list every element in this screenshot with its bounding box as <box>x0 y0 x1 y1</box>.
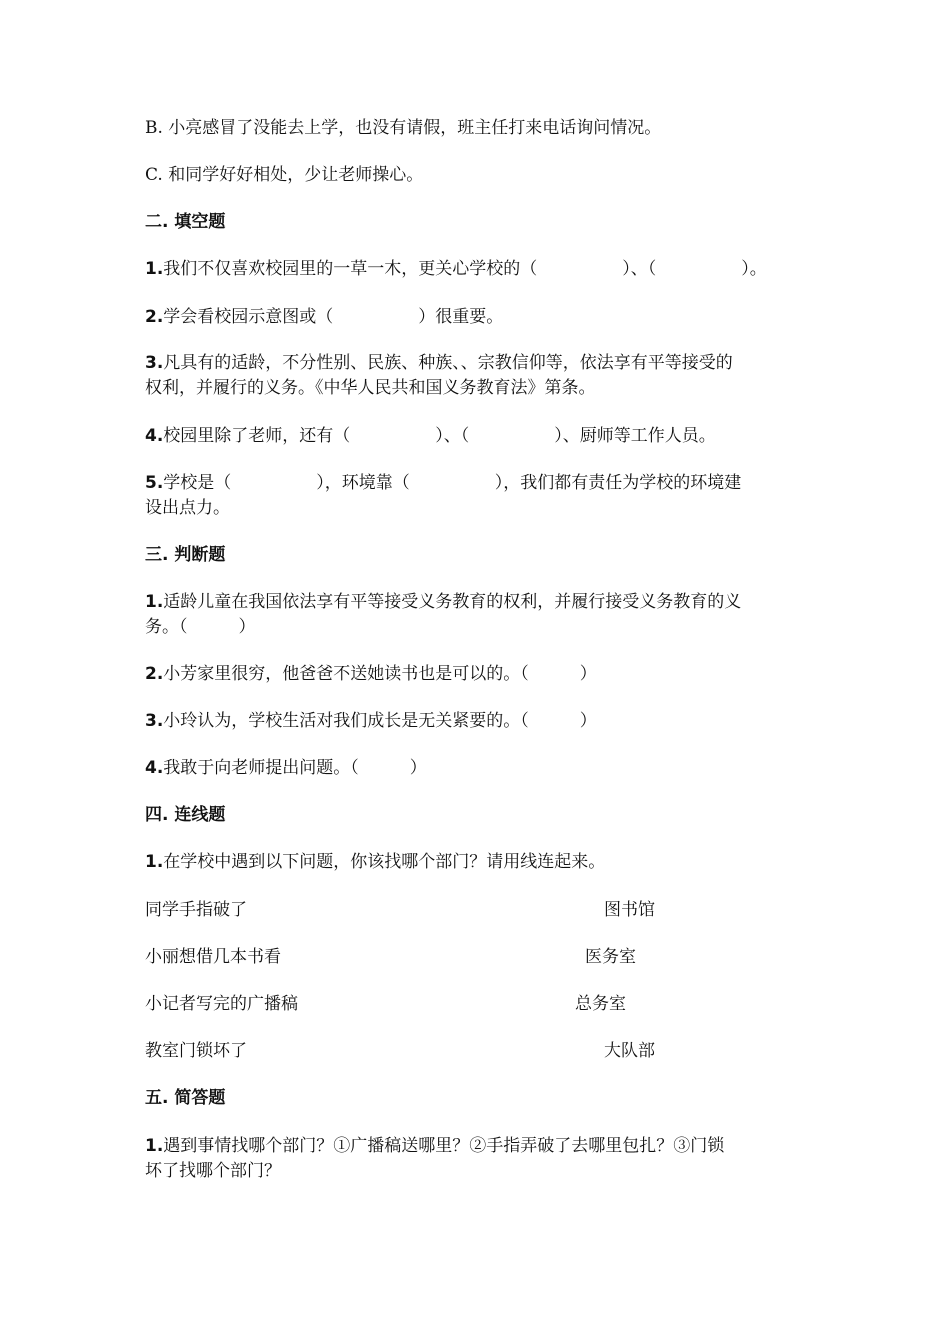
question-number: 5. <box>145 473 164 493</box>
match-left-item: 小丽想借几本书看 <box>145 947 281 967</box>
section-5-title: 五. 简答题 <box>145 1088 226 1108</box>
question-number: 2. <box>145 664 164 684</box>
question-text: 学校是（ ），环境靠（ ），我们都有责任为学校的环境建 <box>163 473 742 493</box>
fill-question-4 <box>145 424 716 448</box>
section-4-title: 四. 连线题 <box>145 805 226 825</box>
section-3-title: 三. 判断题 <box>145 545 226 565</box>
question-number: 1. <box>145 592 164 612</box>
question-number: 3. <box>145 711 164 731</box>
question-number: 1. <box>145 259 164 279</box>
short-answer-question-1-line-2: 坏了找哪个部门？ <box>145 1161 281 1181</box>
question-number: 4. <box>145 758 164 778</box>
question-text: 学会看校园示意图或（ ）很重要。 <box>163 307 504 327</box>
judge-question-1-line-2: 务。（ ） <box>145 617 256 637</box>
question-text: 小芳家里很穷，他爸爸不送她读书也是可以的。（ ） <box>163 664 597 684</box>
match-left-item: 教室门锁坏了 <box>145 1041 247 1061</box>
question-text: 校园里除了老师，还有（ ）、（ ）、厨师等工作人员。 <box>163 426 716 446</box>
question-text: 适龄儿童在我国依法享有平等接受义务教育的权利，并履行接受义务教育的义 <box>163 592 742 612</box>
judge-question-2 <box>145 662 597 686</box>
question-text: 我敢于向老师提出问题。（ ） <box>163 758 427 778</box>
option-c: C. 和同学好好相处，少让老师操心。 <box>145 165 424 185</box>
fill-question-2 <box>145 305 503 329</box>
short-answer-question-1-line-1 <box>145 1134 724 1158</box>
question-text: 在学校中遇到以下问题，你该找哪个部门？请用线连起来。 <box>163 852 606 872</box>
match-right-item: 图书馆 <box>604 900 655 920</box>
match-left-item: 小记者写完的广播稿 <box>145 994 298 1014</box>
match-question-1 <box>145 850 605 874</box>
question-text: 遇到事情找哪个部门？①广播稿送哪里？②手指弄破了去哪里包扎？③门锁 <box>163 1136 725 1156</box>
match-right-item: 总务室 <box>575 994 626 1014</box>
question-number: 1. <box>145 852 164 872</box>
fill-question-1 <box>145 257 767 281</box>
match-right-item: 医务室 <box>585 947 636 967</box>
section-2-title: 二. 填空题 <box>145 212 226 232</box>
question-text: 凡具有的适龄，不分性别、民族、种族、、宗教信仰等，依法享有平等接受的 <box>163 353 733 373</box>
fill-question-5-line-1 <box>145 471 741 495</box>
match-right-item: 大队部 <box>604 1041 655 1061</box>
fill-question-5-line-2: 设出点力。 <box>145 498 230 518</box>
fill-question-3-line-1 <box>145 351 733 375</box>
judge-question-4 <box>145 756 427 780</box>
judge-question-1-line-1 <box>145 590 741 614</box>
question-number: 4. <box>145 426 164 446</box>
fill-question-3-line-2: 权利，并履行的义务。《中华人民共和国义务教育法》第条。 <box>145 378 596 398</box>
question-number: 1. <box>145 1136 164 1156</box>
match-left-item: 同学手指破了 <box>145 900 247 920</box>
question-text: 我们不仅喜欢校园里的一草一木，更关心学校的（ ）、（ ）。 <box>163 259 767 279</box>
option-b: B. 小亮感冒了没能去上学，也没有请假，班主任打来电话询问情况。 <box>145 118 662 138</box>
question-text: 小玲认为，学校生活对我们成长是无关紧要的。（ ） <box>163 711 597 731</box>
judge-question-3 <box>145 709 597 733</box>
question-number: 2. <box>145 307 164 327</box>
question-number: 3. <box>145 353 164 373</box>
